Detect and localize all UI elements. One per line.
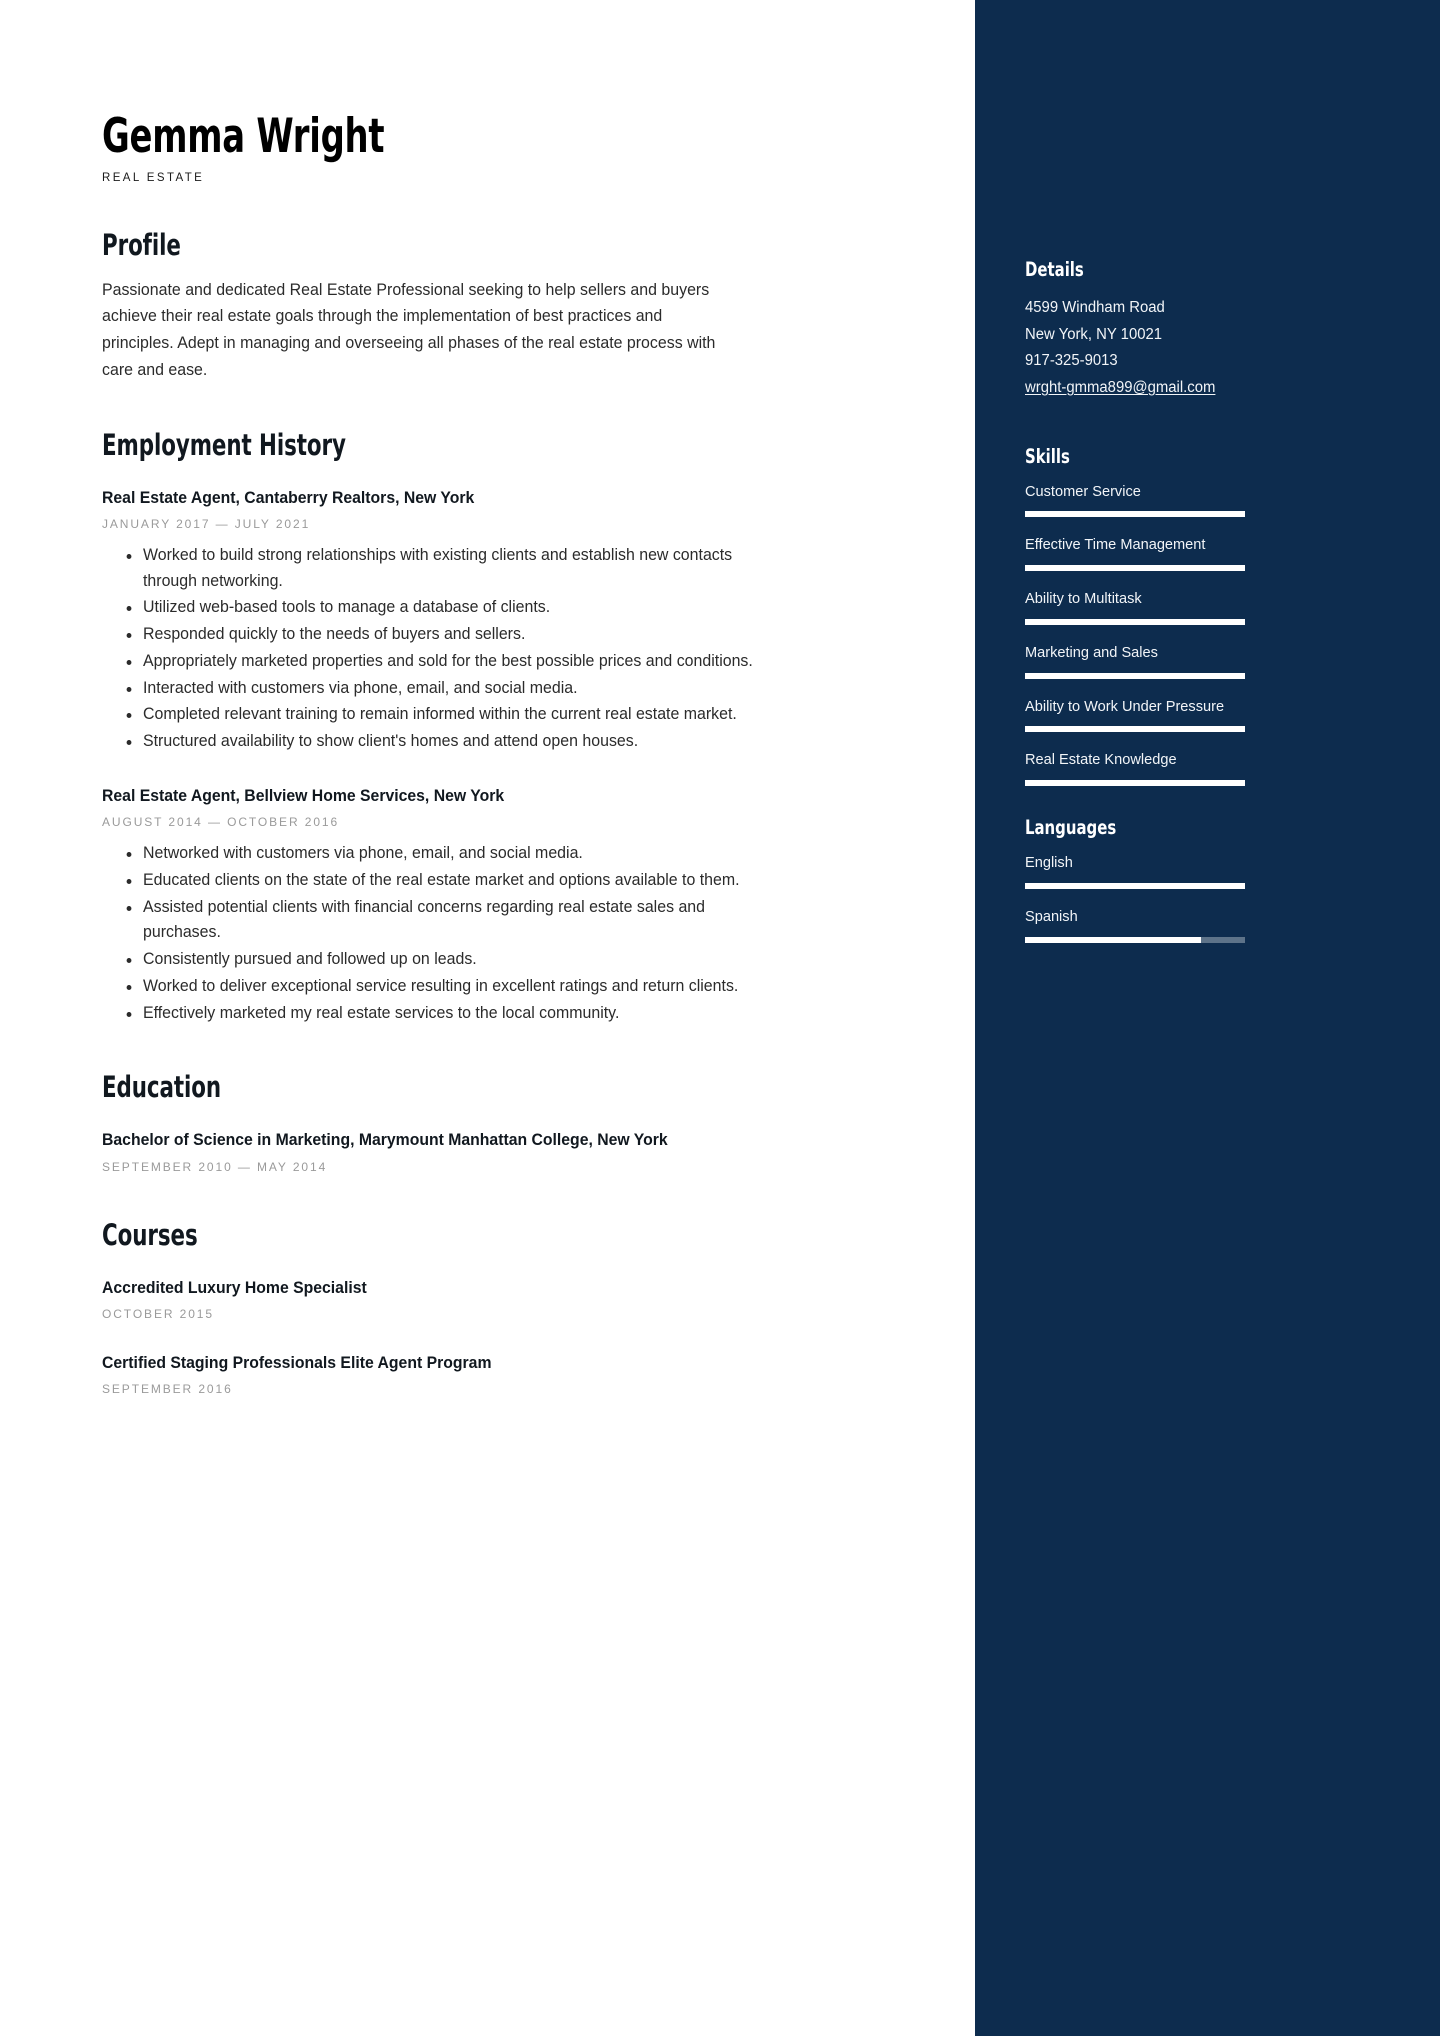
list-item: Utilized web-based tools to manage a database of clients. (143, 595, 760, 621)
skill-item (1025, 535, 1300, 571)
skill-level-bar (1025, 726, 1245, 732)
list-item: Effectively marketed my real estate services to the local community. (143, 1001, 760, 1027)
list-item: Worked to deliver exceptional service resulting in excellent ratings and return clients. (143, 974, 760, 1000)
course-entry-date: SEPTEMBER 2016 (102, 1382, 233, 1397)
list-item: Worked to build strong relationships with existing clients and establish new contacts through networking. (143, 543, 760, 594)
skill-level-fill (1025, 511, 1245, 517)
detail-email-link[interactable]: wrght-gmma899@gmail.com (1025, 378, 1216, 396)
skill-item (1025, 750, 1300, 786)
skill-level-fill (1025, 565, 1245, 571)
section-heading-courses: Courses (102, 1217, 198, 1252)
detail-phone: 917-325-9013 (1025, 352, 1118, 370)
page-title: Gemma Wright (102, 109, 385, 164)
skill-level-fill (1025, 780, 1245, 786)
skill-level-bar (1025, 673, 1245, 679)
skill-label: Real Estate Knowledge (1025, 751, 1177, 769)
course-entry (102, 1276, 902, 1321)
section-heading-profile: Profile (102, 227, 181, 262)
section-courses (102, 1218, 902, 1397)
employment-entry (102, 784, 902, 1026)
language-item (1025, 853, 1300, 889)
education-entry-title: Bachelor of Science in Marketing, Marymount Manhattan College, New York (102, 1130, 668, 1150)
section-heading-education: Education (102, 1070, 222, 1105)
list-item: Educated clients on the state of the real estate market and options available to them. (143, 868, 760, 894)
profile-text: Passionate and dedicated Real Estate Professional seeking to help sellers and buyers achieve their real estate goals through the implementation of best practices and principles. Adept in managing and overseeing all phases of the real estate process with care and ease. (102, 280, 716, 379)
employment-entry-title: Real Estate Agent, Cantaberry Realtors, New York (102, 487, 475, 507)
headline-subtitle: REAL ESTATE (102, 171, 205, 184)
sidebar-heading-languages: Languages (1025, 816, 1117, 840)
section-education (102, 1070, 902, 1173)
skill-label: Ability to Work Under Pressure (1025, 697, 1225, 715)
skill-level-bar (1025, 511, 1245, 517)
employment-entry (102, 486, 902, 755)
employment-bullet-list (102, 543, 782, 755)
skill-level-fill (1025, 726, 1245, 732)
list-item: Completed relevant training to remain informed within the current real estate market. (143, 702, 760, 728)
sidebar-section-details (1025, 258, 1300, 402)
sidebar-section-languages (1025, 816, 1300, 943)
sidebar (975, 0, 1440, 2036)
employment-bullet-list (102, 841, 782, 1026)
skill-label: Ability to Multitask (1025, 590, 1142, 608)
sidebar-section-skills (1025, 445, 1300, 787)
skill-level-bar (1025, 619, 1245, 625)
list-item: Assisted potential clients with financial concerns regarding real estate sales and purchases. (143, 895, 760, 946)
language-label: Spanish (1025, 907, 1078, 925)
section-profile (102, 228, 902, 384)
list-item: Structured availability to show client's homes and attend open houses. (143, 729, 760, 755)
detail-address-line1: 4599 Windham Road (1025, 299, 1165, 316)
course-entry-date: OCTOBER 2015 (102, 1307, 214, 1322)
education-entry (102, 1128, 902, 1173)
language-level-fill (1025, 883, 1245, 889)
skill-item (1025, 482, 1300, 518)
skill-level-bar (1025, 780, 1245, 786)
section-employment (102, 428, 902, 1027)
employment-entry-date: AUGUST 2014 — OCTOBER 2016 (102, 815, 340, 830)
list-item: Responded quickly to the needs of buyers and sellers. (143, 622, 760, 648)
skill-label: Marketing and Sales (1025, 643, 1158, 661)
skill-item (1025, 589, 1300, 625)
language-level-bar (1025, 883, 1245, 889)
sidebar-heading-details: Details (1025, 258, 1084, 281)
course-entry-title: Accredited Luxury Home Specialist (102, 1277, 367, 1297)
detail-address-line2: New York, NY 10021 (1025, 325, 1163, 343)
list-item: Consistently pursued and followed up on leads. (143, 947, 760, 973)
skill-level-bar (1025, 565, 1245, 571)
skill-label: Customer Service (1025, 482, 1141, 500)
language-level-fill (1025, 937, 1201, 943)
education-entry-date: SEPTEMBER 2010 — MAY 2014 (102, 1159, 328, 1174)
course-entry (102, 1351, 902, 1396)
skill-label: Effective Time Management (1025, 536, 1206, 554)
course-entry-title: Certified Staging Professionals Elite Agent Program (102, 1353, 492, 1373)
list-item: Interacted with customers via phone, email, and social media. (143, 676, 760, 702)
list-item: Networked with customers via phone, email, and social media. (143, 841, 760, 867)
language-level-bar (1025, 937, 1245, 943)
employment-entry-title: Real Estate Agent, Bellview Home Services, New York (102, 785, 505, 805)
skill-level-fill (1025, 619, 1245, 625)
skill-item (1025, 697, 1300, 733)
employment-entry-date: JANUARY 2017 — JULY 2021 (102, 516, 311, 531)
language-item (1025, 907, 1300, 943)
skill-level-fill (1025, 673, 1245, 679)
skill-item (1025, 643, 1300, 679)
language-label: English (1025, 854, 1073, 872)
sidebar-heading-skills: Skills (1025, 444, 1070, 468)
list-item: Appropriately marketed properties and sold for the best possible prices and conditions. (143, 649, 760, 675)
section-heading-employment: Employment History (102, 427, 346, 462)
